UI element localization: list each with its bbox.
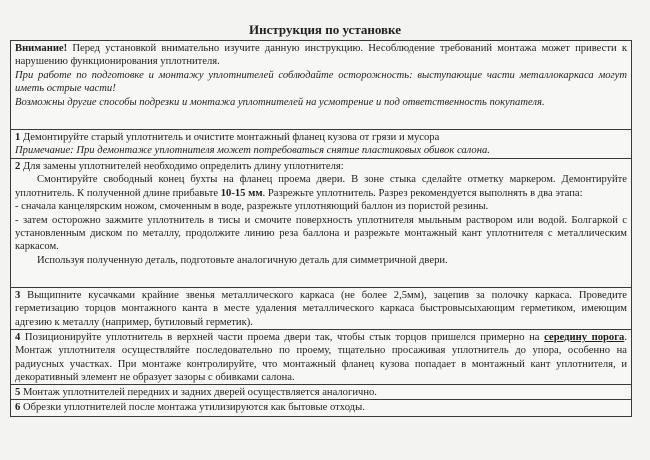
step-5-text: Монтаж уплотнителей передних и задних дверей осуществляется аналогично.	[20, 387, 377, 398]
step-2-cut-text: . Разрежьте уплотнитель. Разрез рекомендуется выполнять в два этапа:	[262, 187, 583, 199]
warning-section	[11, 41, 631, 130]
step-6-text: Обрезки уплотнителей после монтажа утилизируются как бытовые отходы.	[20, 402, 365, 413]
step-2-measure-text: Смонтируйте свободный конец бухты на фланец проема двери. В зоне стыка сделайте отметку маркером. Демонтируйте уплотнитель. К полученной длине прибавьте	[15, 174, 627, 199]
step-3	[11, 288, 631, 330]
step-2	[11, 159, 631, 288]
step-2-number: 2	[15, 161, 21, 172]
step-2-allowance: 10-15 мм	[220, 187, 263, 199]
step-4-text-c: . Монтаж уплотнителя осуществляйте последовательно по проему, тщательно просаживая уплотнитель до упора, особенно на радиусных участках. При монтаже контролируйте, что монтажный фланец кузова попадает в монтажный кант уплотнителя, и декоративный элемент не образует зазоры с обивками салона.	[15, 332, 627, 384]
alternative-note: Возможны другие способы подрезки и монтажа уплотнителей на усмотрение и под ответственность покупателя.	[15, 96, 545, 108]
page-title: Инструкция по установке	[248, 22, 401, 37]
step-6-number: 6	[15, 402, 21, 413]
instruction-table	[10, 40, 632, 417]
step-5-number: 5	[15, 387, 21, 398]
step-2-cut-stage-2: - затем осторожно зажмите уплотнитель в тисы и смочите поверхность уплотнителя мыльным раствором или водой. Болгаркой с установленным диском по металлу, продолжите линию реза баллона и разрежьте монтажный кант уплотнителя с металлическим каркасом.	[15, 214, 627, 253]
step-2-cut-stage-1: - сначала канцелярским ножом, смоченным в воде, разрежьте уплотняющий баллон из пористой резины.	[15, 201, 489, 213]
step-3-number: 3	[15, 290, 21, 301]
step-5	[11, 385, 631, 400]
step-2-text: Для замены уплотнителей необходимо определить длину уплотнителя:	[20, 161, 344, 172]
warning-paragraph	[15, 42, 627, 69]
step-3-text: Выщипните кусачками крайние звенья металлического каркаса (не более 2,5мм), зацепив за полочку каркаса. Проведите герметизацию торцов монтажного канта в месте удаления металлического каркаса быстровысыхающим герметиком, имеющим адгезию к металлу (например, бутиловый герметик).	[15, 290, 627, 328]
step-2-measure-paragraph	[15, 173, 627, 200]
step-2-symmetric-note: Используя полученную деталь, подготовьте аналогичную деталь для симметричной двери.	[37, 254, 448, 266]
warning-text: Перед установкой внимательно изучите данную инструкцию. Несоблюдение требований монтажа может привести к нарушению функционирования уплотнителя.	[15, 43, 627, 68]
step-6	[11, 400, 631, 416]
step-1-note: Примечание: При демонтаже уплотнителя может потребоваться снятие пластиковых обивок салона.	[15, 145, 490, 157]
step-1-number: 1	[15, 132, 21, 143]
step-4-number: 4	[15, 332, 21, 343]
step-1-text: Демонтируйте старый уплотнитель и очистите монтажный фланец кузова от грязи и мусора	[20, 132, 440, 143]
step-1	[11, 130, 631, 159]
step-4-threshold-highlight: середину порога	[544, 332, 625, 343]
warning-label: Внимание!	[15, 43, 68, 54]
step-4-text-a: Позиционируйте уплотнитель в верхней части проема двери так, чтобы стык торцов пришелся примерно на	[20, 332, 545, 343]
caution-note: При работе по подготовке и монтажу уплотнителей соблюдайте осторожность: выступающие части металлокаркаса могут иметь острые части!	[15, 69, 627, 95]
step-4	[11, 330, 631, 385]
